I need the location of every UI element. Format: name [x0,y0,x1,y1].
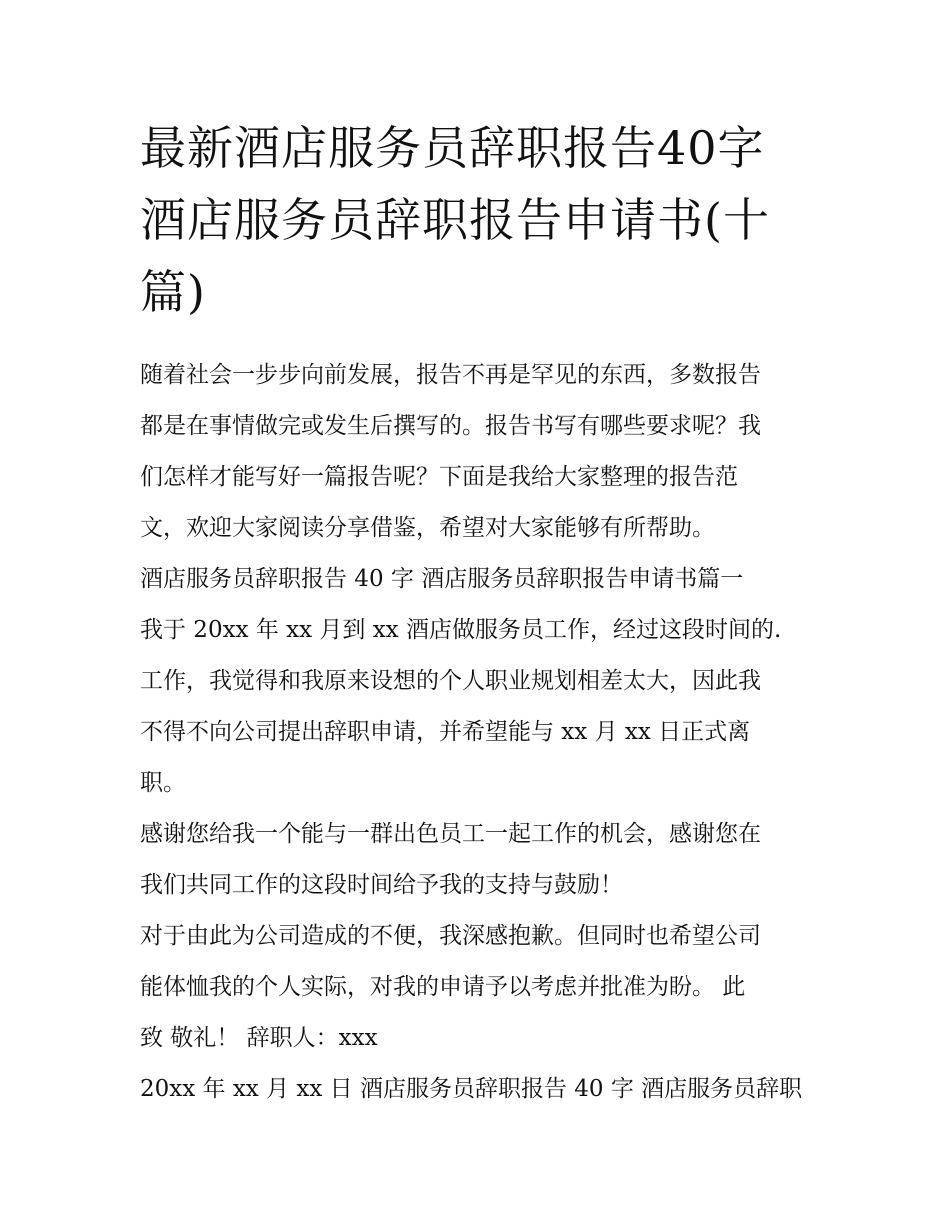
title-line-1: 最新酒店服务员辞职报告40字 [140,121,765,175]
body-line: 能体恤我的个人实际，对我的申请予以考虑并批准为盼。 此 [140,974,746,1000]
document-title [140,112,812,328]
date-line: 20xx 年 xx 月 xx 日 酒店服务员辞职报告 40 字 酒店服务员辞职 [140,1076,803,1102]
body-line: 都是在事情做完或发生后撰写的。报告书写有哪些要求呢？我 [140,413,761,439]
body-line: 们怎样才能写好一篇报告呢？下面是我给大家整理的报告范 [140,464,738,490]
body-line: 工作，我觉得和我原来设想的个人职业规划相差太大，因此我 [140,668,761,694]
document-page [140,112,812,1115]
body-line: 职。 [140,770,186,796]
title-line-2: 酒店服务员辞职报告申请书(十 [140,193,770,247]
body-line: 我们共同工作的这段时间给予我的支持与鼓励！ [140,872,623,898]
signature-line: 致 敬礼！ 辞职人：xxx [140,1025,378,1051]
body-line: 感谢您给我一个能与一群出色员工一起工作的机会，感谢您在 [140,821,761,847]
body-line: 不得不向公司提出辞职申请，并希望能与 xx 月 xx 日正式离 [140,719,751,745]
section-heading-line: 酒店服务员辞职报告 40 字 酒店服务员辞职报告申请书篇一 [140,566,744,592]
title-line-3: 篇) [140,265,206,319]
body-line: 我于 20xx 年 xx 月到 xx 酒店做服务员工作，经过这段时间的. [140,617,782,643]
body-line: 对于由此为公司造成的不便，我深感抱歉。但同时也希望公司 [140,923,761,949]
document-body [140,350,812,1115]
body-line: 文，欢迎大家阅读分享借鉴，希望对大家能够有所帮助。 [140,515,715,541]
body-line: 随着社会一步步向前发展，报告不再是罕见的东西，多数报告 [140,362,761,388]
